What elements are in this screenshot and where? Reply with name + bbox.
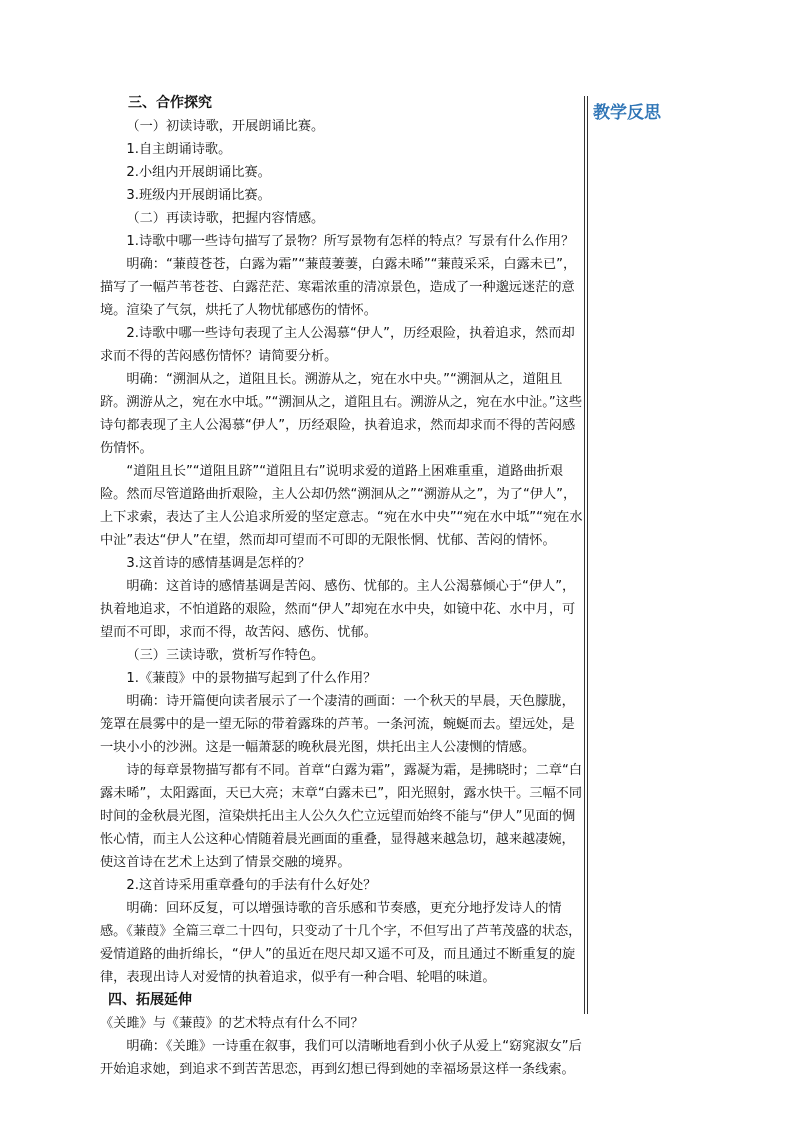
question: 3.这首诗的感情基调是怎样的？	[126, 556, 311, 571]
section-heading-cooperative-inquiry: 三、合作探究	[128, 95, 212, 111]
subsection-heading: （一）初读诗歌，开展朗诵比赛。	[126, 119, 325, 134]
question: 1.《蒹葭》中的景物描写起到了什么作用？	[126, 671, 377, 686]
list-item: 2.小组内开展朗诵比赛。	[126, 165, 271, 180]
list-item: 3.班级内开展朗诵比赛。	[126, 188, 271, 203]
answer-continued: 诗的每章景物描写都有不同。首章“白露为霜”，露凝为霜，是拂晓时；二章“白露未晞”，太阳露面，天已大亮；末章“白露未已”，阳光照射，露水快干。三幅不同时间的金秋晨光图，渲染烘托出主人公久久伫立远望而始终不能与“伊人”见面的惆怅心情，而主人公这种心情随着晨光画面的重叠，显得越来越急切，越来越凄婉，使这首诗在艺术上达到了情景交融的境界。	[100, 763, 583, 870]
section-heading-extension: 四、拓展延伸	[108, 992, 192, 1008]
table-border-left	[584, 96, 585, 1014]
answer: 明确：“溯洄从之，道阻且长。溯游从之，宛在水中央。”“溯洄从之，道阻且跻。溯游从之，宛在水中坻。”“溯洄从之，道阻且右。溯游从之，宛在水中沚。”这些诗句都表现了主人公渴慕“伊人”，历经艰险，执着追求，然而却求而不得的苦闷感伤情怀。	[100, 372, 583, 456]
answer: 明确：“蒹葭苍苍，白露为霜”“蒹葭萋萋，白露未晞”“蒹葭采采，白露未已”，描写了一幅芦苇苍苍、白露茫茫、寒霜浓重的清凉景色，造成了一种邈远迷茫的意境。渲染了气氛，烘托了人物忧郁感伤的情怀。	[100, 257, 577, 318]
subsection-heading: （二）再读诗歌，把握内容情感。	[126, 211, 325, 226]
question: 1.诗歌中哪一些诗句描写了景物？所写景物有怎样的特点？写景有什么作用？	[126, 234, 575, 249]
answer: 明确：诗开篇便向读者展示了一个凄清的画面：一个秋天的早晨，天色朦胧，笼罩在晨雾中的是一望无际的带着露珠的芦苇。一条河流，蜿蜒而去。望远处，是一块小小的沙洲。这是一幅萧瑟的晚秋晨光图，烘托出主人公凄恻的情感。	[100, 694, 575, 755]
list-item: 1.自主朗诵诗歌。	[126, 142, 232, 157]
teaching-reflection-title: 教学反思	[593, 103, 661, 123]
answer: 明确：这首诗的感情基调是苦闷、感伤、忧郁的。主人公渴慕倾心于“伊人”，执着地追求，不怕道路的艰险，然而“伊人”却宛在水中央，如镜中花、水中月，可望而不可即，求而不得，故苦闷、感伤、忧郁。	[100, 579, 576, 640]
answer-continued: “道阻且长”“道阻且跻”“道阻且右”说明求爱的道路上困难重重，道路曲折艰险。然而尽管道路曲折艰险，主人公却仍然“溯洄从之”“溯游从之”，为了“伊人”，上下求索，表达了主人公追求所爱的坚定意志。“宛在水中央”“宛在水中坻”“宛在水中沚”表达“伊人”在望，然而却可望而不可即的无限怅惘、忧郁、苦闷的情怀。	[100, 464, 583, 548]
question: 2.这首诗采用重章叠句的手法有什么好处？	[126, 878, 377, 893]
answer: 明确：回环反复，可以增强诗歌的音乐感和节奏感，更充分地抒发诗人的情感。《蒹葭》全篇三章二十四句，只变动了十几个字，不但写出了芦苇茂盛的状态，爱情道路的曲折绵长，“伊人”的虽近在咫尺却又遥不可及，而且通过不断重复的旋律，表现出诗人对爱情的执着追求，似乎有一种合唱、轮唱的味道。	[100, 901, 582, 985]
answer: 明确：《关雎》一诗重在叙事，我们可以清晰地看到小伙子从爱上“窈窕淑女”后开始追求她，到追求不到苦苦思恋，再到幻想已得到她的幸福场景这样一条线索。	[100, 1039, 582, 1077]
subsection-heading: （三）三读诗歌，赏析写作特色。	[126, 648, 325, 663]
table-border-right	[587, 96, 588, 1014]
lesson-content	[100, 92, 586, 1081]
question: 2.诗歌中哪一些诗句表现了主人公渴慕“伊人”，历经艰险，执着追求，然而却求而不得的苦闷感伤情怀？请简要分析。	[100, 326, 575, 364]
question: 《关雎》与《蒹葭》的艺术特点有什么不同？	[100, 1016, 364, 1031]
